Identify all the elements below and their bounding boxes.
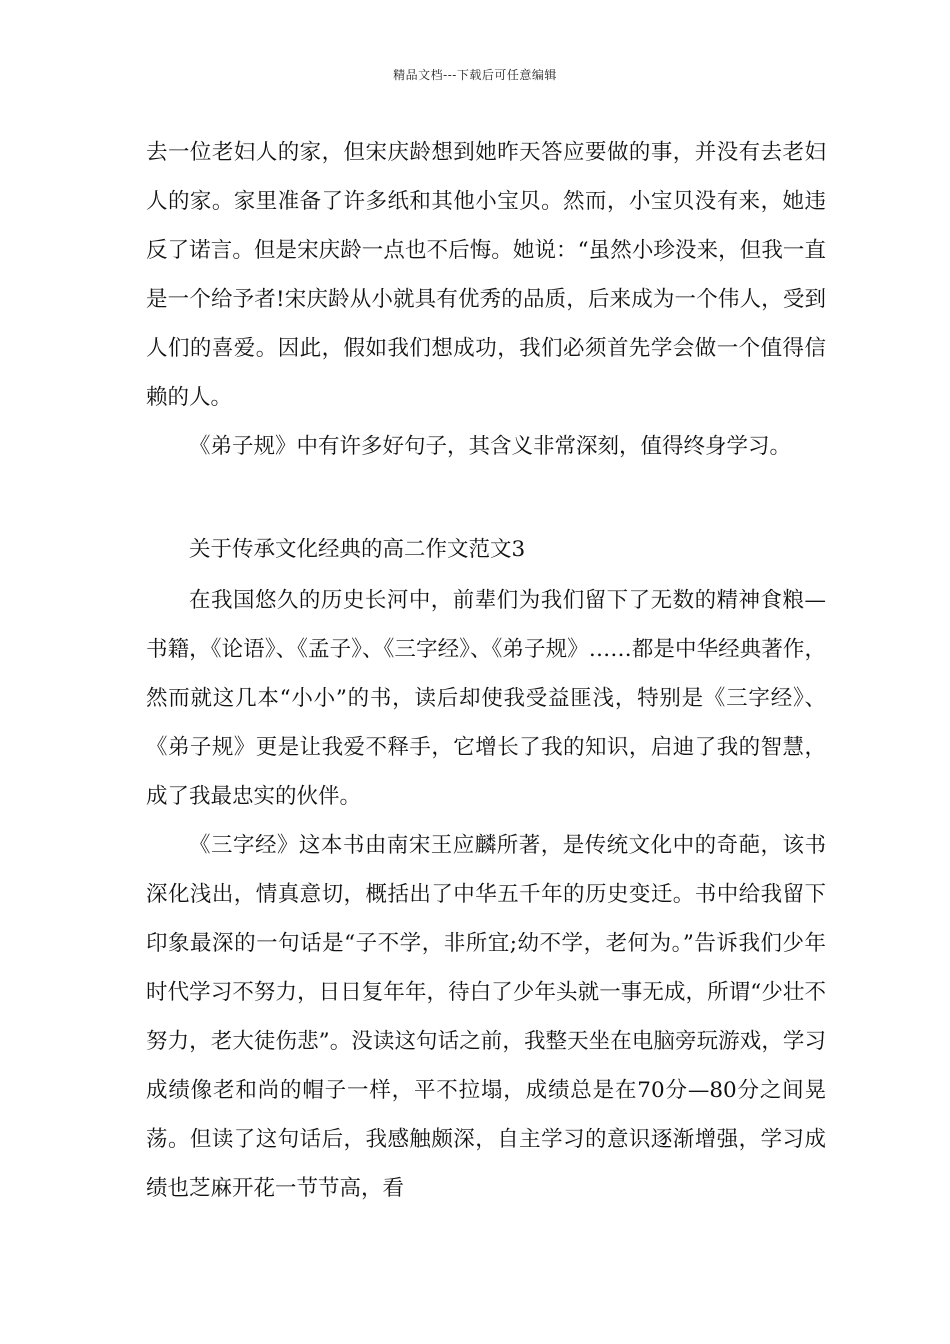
section-heading-block	[146, 525, 826, 574]
paragraph-sanzijing: 《三字经》这本书由南宋王应麟所著，是传统文化中的奇葩，该书深化浅出，情真意切，概括出了中华五千年的历史变迁。书中给我留下印象最深的一句话是“子不学，非所宜;幼不学，老何为。”告诉我们少年时代学习不努力，日日复年年，待白了少年头就一事无成，所谓“少壮不努力，老大徒伤悲”。没读这句话之前，我整天坐在电脑旁玩游戏，学习成绩像老和尚的帽子一样，平不拉塌，成绩总是在70分—80分之间晃荡。但读了这句话后，我感触颇深，自主学习的意识逐渐增强，学习成绩也芝麻开花一节节高，看	[146, 833, 826, 1201]
text-block-top	[146, 128, 826, 471]
paragraph-song-qingling: 去一位老妇人的家，但宋庆龄想到她昨天答应要做的事，并没有去老妇人的家。家里准备了许多纸和其他小宝贝。然而，小宝贝没有来，她违反了诺言。但是宋庆龄一点也不后悔。她说：“虽然小珍没来，但我一直是一个给予者!宋庆龄从小就具有优秀的品质，后来成为一个伟人，受到人们的喜爱。因此，假如我们想成功，我们必须首先学会做一个值得信赖的人。	[146, 140, 826, 410]
section-heading: 关于传承文化经典的高二作文范文3	[189, 537, 526, 562]
text-block-bottom	[146, 576, 826, 1213]
paragraph-dizigui-summary: 《弟子规》中有许多好句子，其含义非常深刻，值得终身学习。	[189, 434, 792, 459]
page-header: 精品文档---下载后可任意编辑	[393, 68, 557, 82]
paragraph-classics-intro: 在我国悠久的历史长河中，前辈们为我们留下了无数的精神食粮—书籍，《论语》、《孟子》、《三字经》、《弟子规》……都是中华经典著作，然而就这几本“小小”的书，读后却使我受益匪浅，特别是《三字经》、《弟子规》更是让我爱不释手，它增长了我的知识，启迪了我的智慧，成了我最忠实的伙伴。	[146, 588, 826, 809]
